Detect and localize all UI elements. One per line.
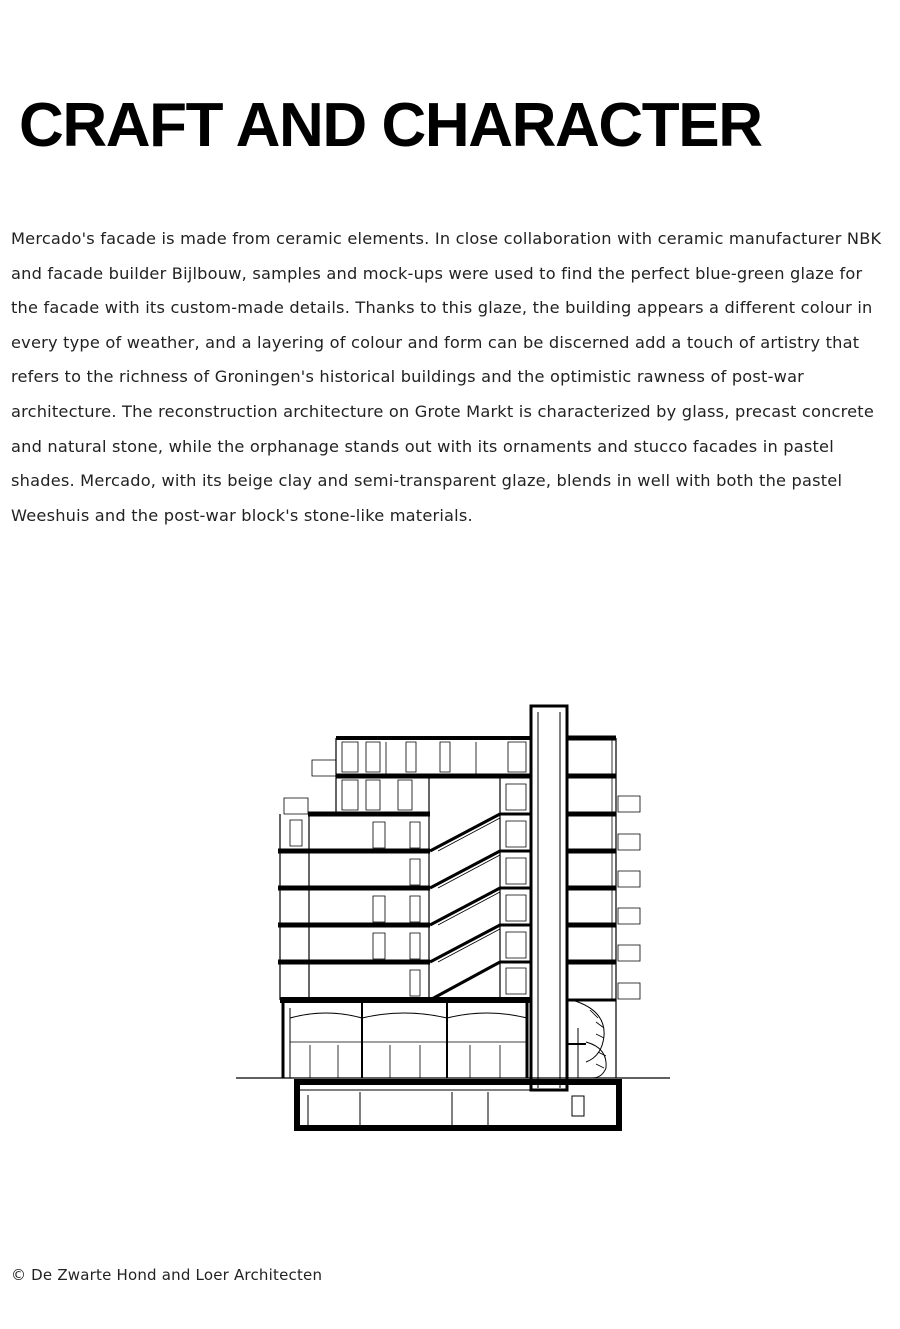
elevator-core	[531, 706, 567, 1090]
basement	[297, 1082, 619, 1128]
image-credit: © De Zwarte Hond and Loer Architecten	[11, 1266, 323, 1284]
building-section-drawing	[230, 700, 680, 1140]
spiral-stair	[568, 1000, 606, 1078]
ground-floor	[280, 1000, 530, 1078]
article-body: Mercado's facade is made from ceramic elements. In close collaboration with ceramic manufacturer NBK and facade builder Bijlbouw, samples and mock-ups were used to find the perfect blue-green glaze for the facade with its custom-made details. Thanks to this glaze, the building appears a different colour in every type of weather, and a layering of colour and form can be discerned add a touch of artistry that refers to the richness of Groningen's historical buildings and the optimistic rawness of post-war architecture. The reconstruction architecture on Grote Markt is characterized by glass, precast concrete and natural stone, while the orphanage stands out with its ornaments and stucco facades in pastel shades. Mercado, with its beige clay and semi-transparent glaze, blends in well with both the pastel Weeshuis and the post-war block's stone-like materials.	[11, 229, 882, 525]
left-wing-floors	[278, 738, 530, 1000]
atrium-stairs	[430, 742, 530, 1000]
page-title: CRAFT AND CHARACTER	[19, 91, 762, 160]
